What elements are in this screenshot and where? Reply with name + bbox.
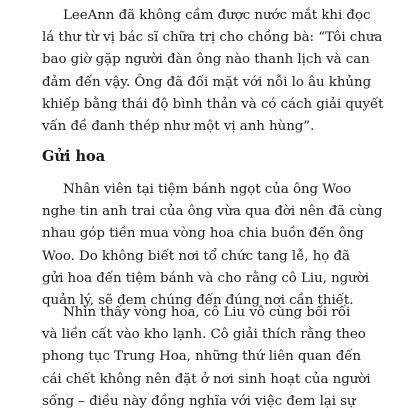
text-line: gửi hoa đến tiệm bánh và cho rằng cô Liu, người [42,270,369,286]
text-line: cái chết không nên đặt ở nơi sinh hoạt của người [42,371,371,387]
text-line: và liền cất vào kho lạnh. Cô giải thích rằng theo [42,327,366,343]
paragraph-liu-wreath [42,302,382,413]
text-line: lá thư từ vị bác sĩ chữa trị cho chồng bà: “Tôi chưa [42,30,383,46]
text-line: bao giờ gặp người đàn ông nào thanh lịch và can [42,52,370,68]
text-line: khiếp bằng thái độ bình thản và có cách giải quyết [42,96,384,112]
text-line: phong tục Trung Hoa, những thứ liên quan đến [42,349,361,365]
text-line: nghe tin anh trai của ông vừa qua đời nên đã cùng [42,204,383,220]
text-line: nhau góp tiền mua vòng hoa chia buồn đến ông [42,226,364,242]
text-line: Nhìn thấy vòng hoa, cô Liu vô cùng bối rối [63,305,351,320]
text-line: sống – điều này đồng nghĩa với việc đem lại sự [42,393,356,409]
text-line: quản lý, sẽ đem chúng đến đúng nơi cần thiết. [42,293,354,309]
text-line: đảm đến vậy. Ông đã đối mặt với nỗi lo âu khủng [42,74,372,90]
text-line: Nhân viên tại tiệm bánh ngọt của ông Woo [63,182,352,197]
section-heading: Gửi hoa [42,148,106,165]
text-line: Woo. Do không biết nơi tổ chức tang lễ, họ đã [42,248,350,264]
paragraph-woo-bakery [42,179,382,312]
paragraph-leeann-letter [42,5,382,138]
text-line: LeeAnn đã không cầm được nước mắt khi đọc [63,8,371,23]
text-line: vấn đề đanh thép như một vị anh hùng”. [42,119,315,135]
